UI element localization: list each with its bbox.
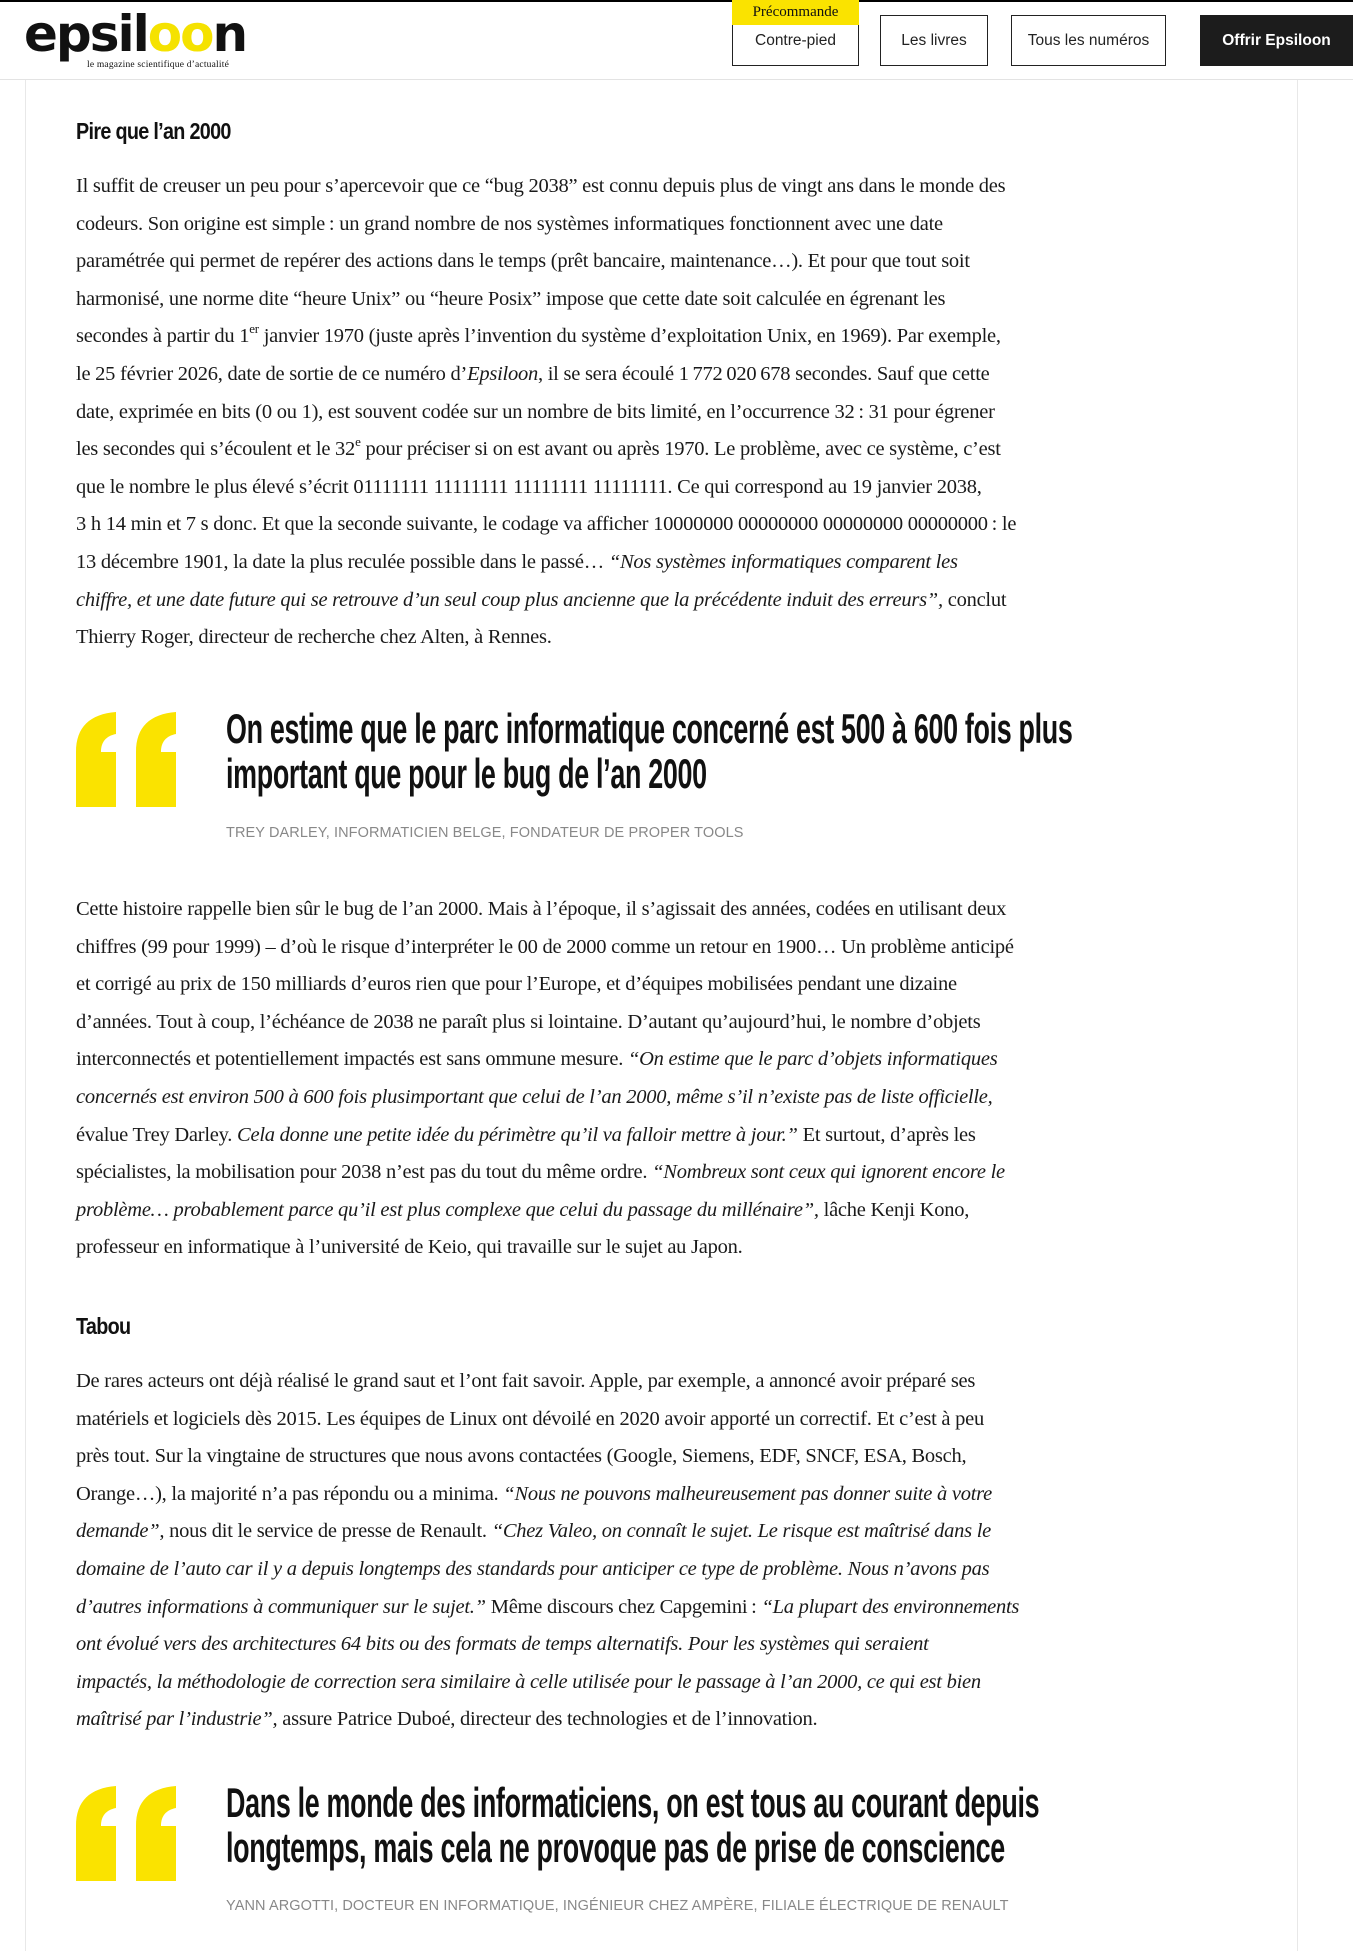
italic-quote: demande”, [76, 1520, 165, 1543]
section-heading-pire: Pire que l’an 2000 [76, 118, 231, 144]
offrir-epsiloon-button[interactable]: Offrir Epsiloon [1200, 15, 1353, 66]
text-line [76, 356, 1236, 394]
infinity-icon: oo [147, 5, 213, 63]
text-run: professeur en informatique à l’université de Keio, qui travaille sur le sujet au Japon. [76, 1236, 743, 1259]
logo-tagline: le magazine scientifique d’actualité [87, 60, 229, 70]
text-run: secondes à partir du 1 [76, 325, 250, 348]
text-run: et corrigé au prix de 150 milliards d’euros rien que pour l’Europe, et d’équipes mobilisées pendant une dizaine [76, 973, 957, 996]
pull-quote-line: longtemps, mais cela ne provoque pas de prise de conscience [226, 1824, 1005, 1871]
text-run: les secondes qui s’écoulent et le 32 [76, 438, 356, 461]
text-run: codeurs. Son origine est simple : un grand nombre de nos systèmes informatiques fonctionnent avec une date [76, 212, 943, 235]
text-run: Et surtout, d’après les [797, 1123, 976, 1146]
text-line [76, 1701, 1236, 1739]
text-run: , il se sera écoulé 1 772 020 678 secondes. Sauf que cette [537, 362, 990, 385]
text-run: paramétrée qui permet de repérer des actions dans le temps (prêt bancaire, maintenance…). Et pour que tout soit [76, 250, 970, 273]
text-line [76, 582, 1236, 620]
text-run: lâche Kenji Kono, [818, 1198, 970, 1221]
text-line [76, 1192, 1236, 1230]
text-line [76, 1117, 1236, 1155]
italic-quote: “On estime que le parc d’objets informatiques [627, 1048, 998, 1071]
text-run: harmonisé, une norme dite “heure Unix” ou “heure Posix” impose que cette date soit calculée en égrenant les [76, 287, 946, 310]
text-run: interconnectés et potentiellement impactés est sans ommune mesure. [76, 1048, 628, 1071]
text-run: le 25 février 2026, date de sortie de ce numéro d’ [76, 362, 468, 385]
logo-wordmark: epsiloon [24, 5, 247, 63]
text-line [76, 1401, 1236, 1439]
italic-quote: “La plupart des environnements [761, 1595, 1020, 1618]
text-run: pour préciser si on est avant ou après 1970. Le problème, avec ce système, c’est [360, 438, 1001, 461]
text-line [76, 891, 1236, 929]
text-line [76, 1589, 1236, 1627]
italic-quote: chiffre, et une date future qui se retrouve d’un seul coup plus ancienne que la précédente induit des erreurs”, [76, 588, 943, 611]
italic-quote: Cela donne une petite idée du périmètre qu’il va falloir mettre à jour.” [237, 1123, 798, 1146]
text-run: Orange…), la majorité n’a pas répondu ou a minima. [76, 1482, 504, 1505]
text-run: janvier 1970 (juste après l’invention du système d’exploitation Unix, en 1969). Par exemple, [258, 325, 1001, 348]
pull-quote-text [226, 706, 1072, 796]
pull-quote-line: important que pour le bug de l’an 2000 [226, 750, 707, 797]
text-line [76, 1004, 1236, 1042]
text-run: Cette histoire rappelle bien sûr le bug de l’an 2000. Mais à l’époque, il s’agissait des années, codées en utilisant deux [76, 898, 1007, 920]
text-run: matériels et logiciels dès 2015. Les équipes de Linux ont dévoilé en 2020 avoir apporté un correctif. Et c’est à peu [76, 1407, 985, 1430]
text-line [76, 966, 1236, 1004]
text-line [76, 469, 1236, 507]
text-line [76, 1438, 1236, 1476]
italic-quote: impactés, la méthodologie de correction sera similaire à celle utilisée pour le passage à l’an 2000, ce qui est bien [76, 1670, 981, 1693]
text-line [76, 1513, 1236, 1551]
text-run: près tout. Sur la vingtaine de structures que nous avons contactées (Google, Siemens, EDF, SNCF, ESA, Bosch, [76, 1445, 967, 1468]
pull-quote-line: Dans le monde des informaticiens, on est tous au courant depuis [226, 1779, 1040, 1826]
italic-quote: maîtrisé par l’industrie”, [76, 1708, 278, 1731]
text-line [76, 1079, 1236, 1117]
text-line [76, 1476, 1236, 1514]
text-run: Il suffit de creuser un peu pour s’apercevoir que ce “bug 2038” est connu depuis plus de vingt ans dans le monde des [76, 175, 1006, 197]
text-run: 13 décembre 1901, la date la plus reculée possible dans le passé… [76, 550, 609, 573]
pull-quote-citation: TREY DARLEY, INFORMATICIEN BELGE, FONDATEUR DE PROPER TOOLS [226, 825, 744, 841]
italic-quote: “Nos systèmes informatiques comparent les [608, 550, 958, 573]
text-line [76, 318, 1236, 356]
text-run: De rares acteurs ont déjà réalisé le grand saut et l’ont fait savoir. Apple, par exemple, a annoncé avoir préparé ses [76, 1370, 976, 1392]
text-run: Thierry Roger, directeur de recherche chez Alten, à Rennes. [76, 626, 552, 649]
nav-contre-pied-button[interactable]: Contre-pied [732, 15, 859, 66]
site-header [0, 2, 1353, 80]
paragraph-2 [76, 891, 1236, 1267]
nav-les-livres-button[interactable]: Les livres [880, 15, 988, 66]
superscript: er [249, 321, 259, 337]
pull-quote-text [226, 1780, 1039, 1870]
text-run: conclut [942, 588, 1007, 611]
quote-mark-icon [76, 1786, 190, 1881]
text-run: évalue Trey Darley. [76, 1123, 238, 1146]
text-line [76, 281, 1236, 319]
text-line [76, 1551, 1236, 1589]
text-line [76, 619, 1236, 657]
text-line [76, 1154, 1236, 1192]
text-line [76, 544, 1236, 582]
paragraph-3 [76, 1363, 1236, 1739]
text-line [76, 506, 1236, 544]
text-run: chiffres (99 pour 1999) – d’où le risque d’interpréter le 00 de 2000 comme un retour en 1900… Un problème anticipé [76, 935, 1014, 958]
text-line [76, 929, 1236, 967]
text-run: Même discours chez Capgemini : [485, 1595, 762, 1618]
text-line [76, 1229, 1236, 1267]
section-heading-tabou: Tabou [76, 1313, 131, 1339]
italic-quote: Epsiloon [467, 362, 538, 385]
italic-quote: “Nous ne pouvons malheureusement pas donner suite à votre [503, 1482, 992, 1505]
text-line [76, 1626, 1236, 1664]
nav-tous-les-numeros-button[interactable]: Tous les numéros [1011, 15, 1166, 66]
text-run: que le nombre le plus élevé s’écrit 01111111 11111111 11111111 11111111. Ce qui correspond au 19 janvier 2038, [76, 475, 982, 498]
superscript: e [355, 434, 361, 450]
text-run: assure Patrice Duboé, directeur des technologies et de l’innovation. [277, 1708, 818, 1731]
italic-quote: problème… probablement parce qu’il est plus complexe que celui du passage du millénaire”, [76, 1198, 819, 1221]
text-run: spécialistes, la mobilisation pour 2038 n’est pas du tout du même ordre. [76, 1161, 653, 1184]
italic-quote: d’autres informations à communiquer sur le sujet.” [76, 1595, 486, 1618]
paragraph-1 [76, 168, 1236, 657]
text-run: nous dit le service de presse de Renault. [164, 1520, 492, 1543]
text-run: d’années. Tout à coup, l’échéance de 2038 ne paraît plus si lointaine. D’autant qu’aujourd’hui, le nombre d’objets [76, 1010, 981, 1033]
text-line [76, 206, 1236, 244]
text-line [76, 394, 1236, 432]
pull-quote-citation: YANN ARGOTTI, DOCTEUR EN INFORMATIQUE, INGÉNIEUR CHEZ AMPÈRE, FILIALE ÉLECTRIQUE DE RENAULT [226, 1898, 1009, 1914]
text-line [76, 168, 1236, 206]
precommande-badge: Précommande [732, 0, 859, 25]
pull-quote-line: On estime que le parc informatique concerné est 500 à 600 fois plus [226, 705, 1073, 752]
epsiloon-logo[interactable] [24, 5, 274, 74]
text-line [76, 431, 1236, 469]
quote-mark-icon [76, 712, 190, 807]
text-run: 3 h 14 min et 7 s donc. Et que la seconde suivante, le codage va afficher 10000000 00000000 00000000 00000000 : le [76, 513, 1017, 536]
text-line [76, 1041, 1236, 1079]
text-run: date, exprimée en bits (0 ou 1), est souvent codée sur un nombre de bits limité, en l’occurrence 32 : 31 pour égrener [76, 400, 995, 423]
italic-quote: concernés est environ 500 à 600 fois plusimportant que celui de l’an 2000, même s’il n’existe pas de liste officielle, [76, 1085, 993, 1108]
text-line [76, 1664, 1236, 1702]
italic-quote: ont évolué vers des architectures 64 bits ou des formats de temps alternatifs. Pour les systèmes qui seraient [76, 1633, 929, 1656]
italic-quote: “Nombreux sont ceux qui ignorent encore le [652, 1161, 1005, 1184]
text-line [76, 243, 1236, 281]
italic-quote: domaine de l’auto car il y a depuis longtemps des standards pour anticiper ce type de problème. Nous n’avons pas [76, 1557, 990, 1580]
italic-quote: “Chez Valeo, on connaît le sujet. Le risque est maîtrisé dans le [491, 1520, 992, 1543]
text-line [76, 1363, 1236, 1401]
